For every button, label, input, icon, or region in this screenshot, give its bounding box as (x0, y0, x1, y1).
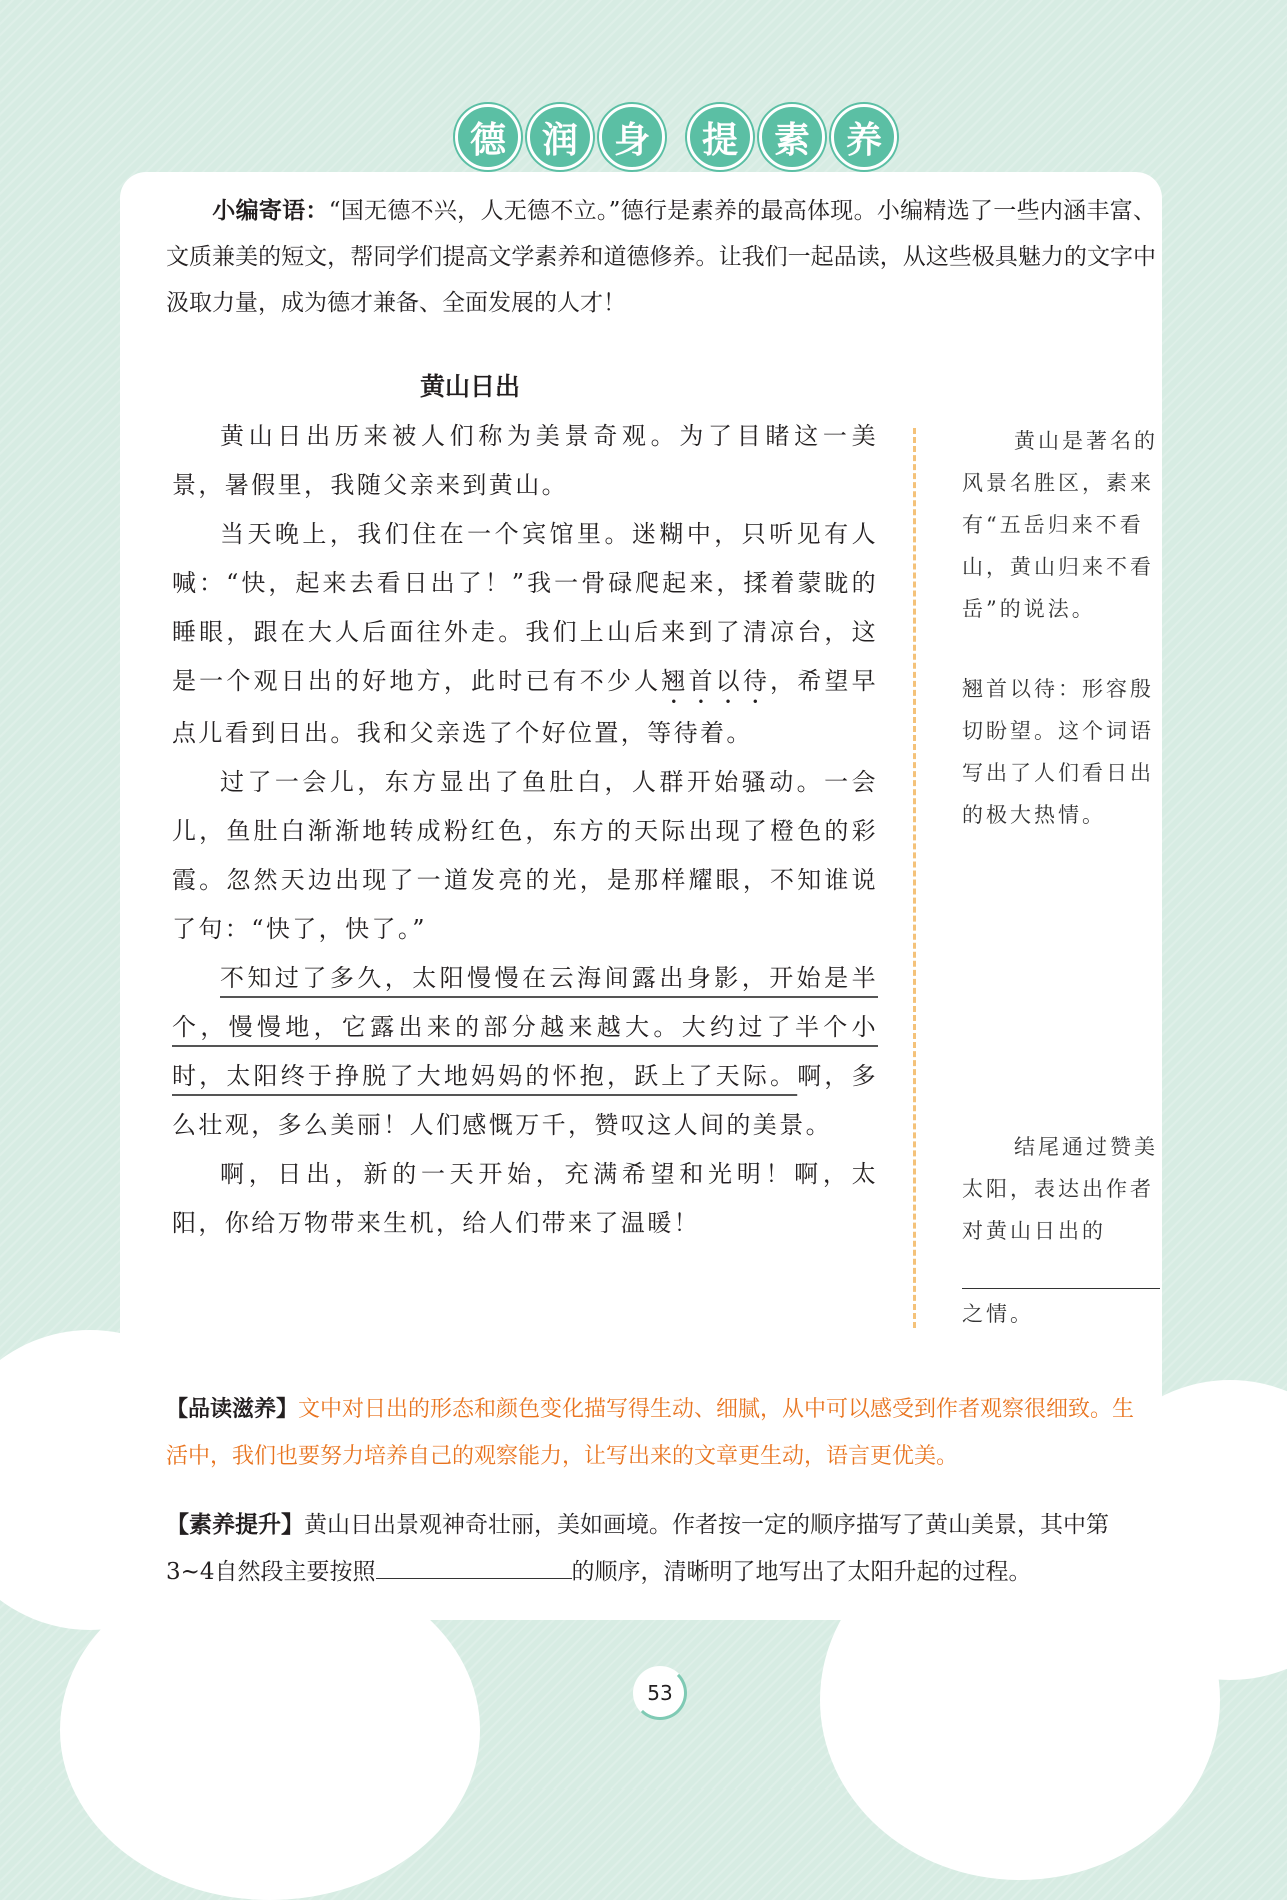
side-note-3-text: 结尾通过赞美太阳，表达出作者对黄山日出的 (962, 1135, 1158, 1243)
side-note-2 (962, 668, 1160, 836)
page-number: 53 (633, 1666, 687, 1720)
side-note-2-text: 翘首以待：形容殷切盼望。这个词语写出了人们看日出的极大热情。 (962, 677, 1154, 827)
banner-char: 德 (455, 104, 521, 170)
article-title: 黄山日出 (420, 372, 521, 401)
appreciation-tag: 【品读滋养】 (166, 1397, 299, 1422)
emphasized-idiom: 翘首以待 (661, 667, 771, 695)
exercise-text-end: 的顺序，清晰明了地写出了太阳升起的过程。 (571, 1559, 1032, 1585)
banner-char: 身 (599, 104, 665, 170)
banner-group-2 (687, 104, 897, 168)
paragraph-1: 黄山日出历来被人们称为美景奇观。为了目睹这一美景，暑假里，我随父亲来到黄山。 (172, 422, 878, 499)
reading-appreciation (166, 1386, 1156, 1480)
paragraph-2-text: 当天晚上，我们住在一个宾馆里。迷糊中，只听见有人喊：“快，起来去看日出了！”我一骨碌爬起来，揉着蒙眬的睡眼，跟在大人后面往外走。我们上山后来到了清凉台，这是一个观日出的好地方，此时已有不少人 (172, 520, 878, 695)
answer-blank-line[interactable] (962, 1252, 1160, 1289)
appreciation-text: 文中对日出的形态和颜色变化描写得生动、细腻，从中可以感受到作者观察很细致。生活中，我们也要努力培养自己的观察能力，让写出来的文章更生动，语言更优美。 (166, 1397, 1135, 1469)
side-note-1-text: 黄山是著名的风景名胜区，素来有“五岳归来不看山，黄山归来不看岳”的说法。 (962, 429, 1158, 621)
dashed-divider (913, 428, 916, 1328)
side-note-3-end: 之情。 (962, 1302, 1034, 1326)
intro-text: “国无德不兴，人无德不立。”德行是素养的最高体现。小编精选了一些内涵丰富、文质兼美的短文，帮同学们提高文学素养和道德修养。让我们一起品读，从这些极具魅力的文字中汲取力量，成为德才兼备、全面发展的人才！ (166, 198, 1156, 316)
paragraph-4 (172, 954, 878, 1150)
article-body (172, 412, 878, 1248)
banner-char: 润 (527, 104, 593, 170)
exercise-tag: 【素养提升】 (166, 1512, 304, 1538)
paragraph-2-end: ，希望早点儿看到日出。我和父亲选了个好位置，等待着。 (172, 667, 878, 747)
underlined-sentence: 不知过了多久，太阳慢慢在云海间露出身影，开始是半个，慢慢地，它露出来的部分越来越大。大约过了半个小时，太阳终于挣脱了大地妈妈的怀抱，跃上了天际。 (172, 964, 878, 1090)
paragraph-2 (172, 510, 878, 758)
literacy-exercise (166, 1502, 1156, 1596)
banner-group-1 (455, 104, 665, 168)
side-note-1 (962, 420, 1160, 630)
paragraph-5: 啊，日出，新的一天开始，充满希望和光明！啊，太阳，你给万物带来生机，给人们带来了温暖！ (172, 1160, 878, 1237)
editor-intro (166, 188, 1156, 326)
header-banner (455, 104, 897, 168)
exercise-answer-blank[interactable] (376, 1554, 572, 1579)
paragraph-4-end: 啊，多么壮观，多么美丽！人们感慨万千，赞叹这人间的美景。 (172, 1062, 879, 1139)
banner-char: 素 (759, 104, 825, 170)
exercise-text: 黄山日出景观神奇壮丽，美如画境。作者按一定的顺序描写了黄山美景，其中第3~4自然段主要按照 (166, 1512, 1109, 1585)
intro-label: 小编寄语： (212, 198, 329, 224)
banner-char: 养 (831, 104, 897, 170)
paragraph-3: 过了一会儿，东方显出了鱼肚白，人群开始骚动。一会儿，鱼肚白渐渐地转成粉红色，东方的天际出现了橙色的彩霞。忽然天边出现了一道发亮的光，是那样耀眼，不知谁说了句：“快了，快了。” (172, 768, 878, 943)
banner-char: 提 (687, 104, 753, 170)
side-note-3 (962, 1126, 1160, 1335)
